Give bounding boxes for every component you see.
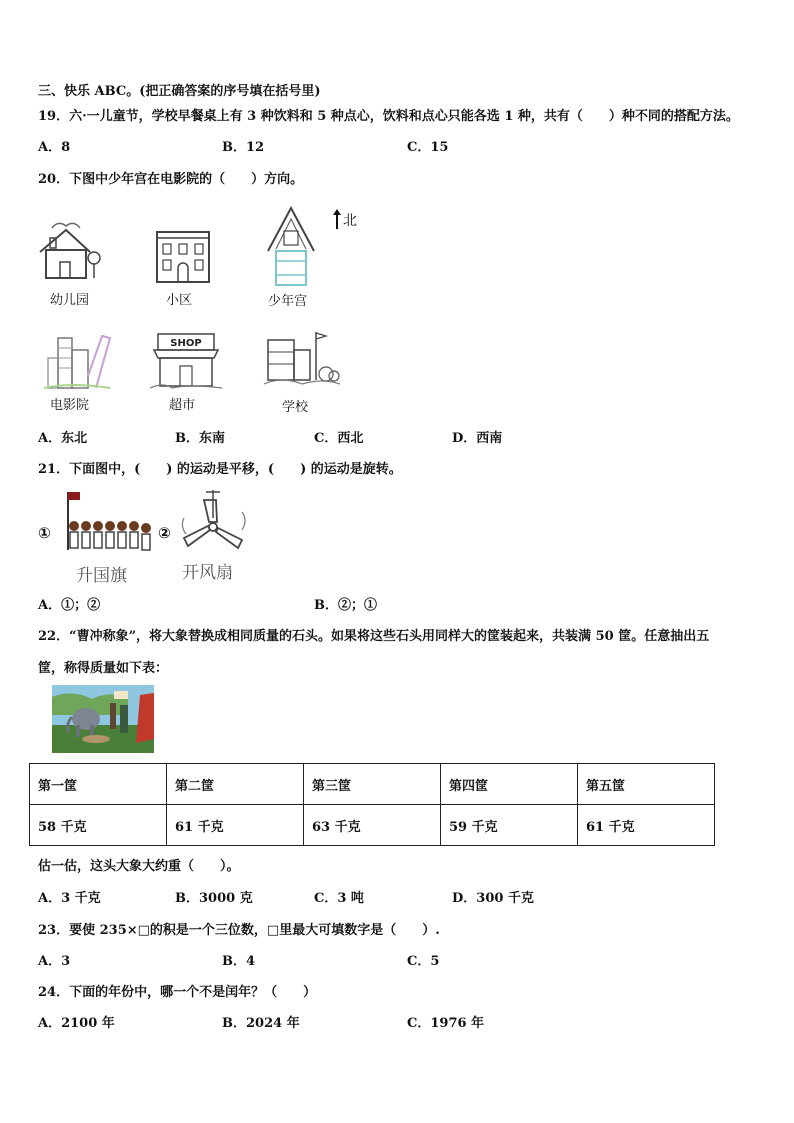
table-header-cell: 第四筐 <box>441 764 578 805</box>
weighing-elephant-illustration <box>52 685 154 753</box>
item-1-number: ① <box>38 524 51 542</box>
flag-raising-picture <box>56 490 154 562</box>
table-header-cell: 第五筐 <box>578 764 715 805</box>
place-label-supermarket: 超市 <box>169 398 196 413</box>
residential-building-icon <box>155 228 211 284</box>
north-label: 北 <box>343 213 357 229</box>
place-label-residential: 小区 <box>166 293 193 308</box>
section-heading: 三、快乐 ABC。(把正确答案的序号填在括号里) <box>38 84 321 99</box>
fan-label: 开风扇 <box>182 563 233 583</box>
table-cell: 61 千克 <box>578 805 715 846</box>
ceiling-fan-picture <box>176 488 250 562</box>
q22-option-b[interactable]: B．3000 克 <box>175 891 253 906</box>
table-row <box>30 805 715 846</box>
place-label-youth-palace: 少年宫 <box>268 294 308 309</box>
flag-raising-label: 升国旗 <box>76 566 127 586</box>
q19-option-b[interactable]: B．12 <box>222 140 265 155</box>
q22-option-c[interactable]: C．3 吨 <box>314 891 364 906</box>
q22-option-a[interactable]: A．3 千克 <box>38 891 101 906</box>
basket-weight-table <box>29 763 715 846</box>
place-label-kindergarten: 幼儿园 <box>50 293 90 308</box>
q20-option-a[interactable]: A．东北 <box>38 431 88 446</box>
question-23-text: 23．要使 235×□的积是一个三位数，□里最大可填数字是（ ）. <box>38 923 440 938</box>
table-cell: 59 千克 <box>441 805 578 846</box>
q20-option-d[interactable]: D．西南 <box>452 431 503 446</box>
question-24-text: 24．下面的年份中，哪一个不是闰年？（ ） <box>38 985 317 1000</box>
kindergarten-house-icon <box>36 218 102 282</box>
table-header-cell: 第二筐 <box>167 764 304 805</box>
cinema-building-icon <box>42 332 112 392</box>
q24-option-b[interactable]: B．2024 年 <box>222 1016 300 1031</box>
table-header-cell: 第三筐 <box>304 764 441 805</box>
place-label-cinema: 电影院 <box>50 398 90 413</box>
q21-option-b[interactable]: B．②；① <box>314 598 377 613</box>
q22-option-d[interactable]: D．300 千克 <box>452 891 534 906</box>
supermarket-shop-icon <box>150 330 222 392</box>
q24-option-c[interactable]: C．1976 年 <box>407 1016 485 1031</box>
place-label-school: 学校 <box>282 400 309 415</box>
question-22-text-line1: 22．“曹冲称象”，将大象替换成相同质量的石头。如果将这些石头用同样大的筐装起来，共装满 50 筐。任意抽出五 <box>38 629 710 644</box>
q21-option-a[interactable]: A．①；② <box>38 598 101 613</box>
school-building-icon <box>262 330 340 392</box>
q19-option-a[interactable]: A．8 <box>38 140 71 155</box>
q23-option-a[interactable]: A．3 <box>38 954 71 969</box>
question-20-text: 20．下图中少年宫在电影院的（ ）方向。 <box>38 172 304 187</box>
table-cell: 63 千克 <box>304 805 441 846</box>
table-cell: 58 千克 <box>30 805 167 846</box>
table-header-cell: 第一筐 <box>30 764 167 805</box>
table-cell: 61 千克 <box>167 805 304 846</box>
q24-option-a[interactable]: A．2100 年 <box>38 1016 115 1031</box>
q20-option-b[interactable]: B．东南 <box>175 431 225 446</box>
item-2-number: ② <box>158 524 171 542</box>
question-21-text: 21．下面图中，( ) 的运动是平移，( ) 的运动是旋转。 <box>38 462 402 477</box>
q23-option-c[interactable]: C．5 <box>407 954 440 969</box>
question-22-estimate: 估一估，这头大象大约重（ ）。 <box>38 859 240 874</box>
north-arrow-icon <box>332 208 342 230</box>
q20-option-c[interactable]: C．西北 <box>314 431 364 446</box>
q19-option-c[interactable]: C．15 <box>407 140 449 155</box>
question-19-text: 19．六·一儿童节，学校早餐桌上有 3 种饮料和 5 种点心，饮料和点心只能各选 1 种，共有（ ）种不同的搭配方法。 <box>38 109 739 124</box>
youth-palace-building-icon <box>266 205 316 289</box>
question-22-text-line2: 筐，称得质量如下表： <box>38 661 169 676</box>
shop-sign-text: SHOP <box>170 338 202 349</box>
table-header-row <box>30 764 715 805</box>
q23-option-b[interactable]: B．4 <box>222 954 256 969</box>
